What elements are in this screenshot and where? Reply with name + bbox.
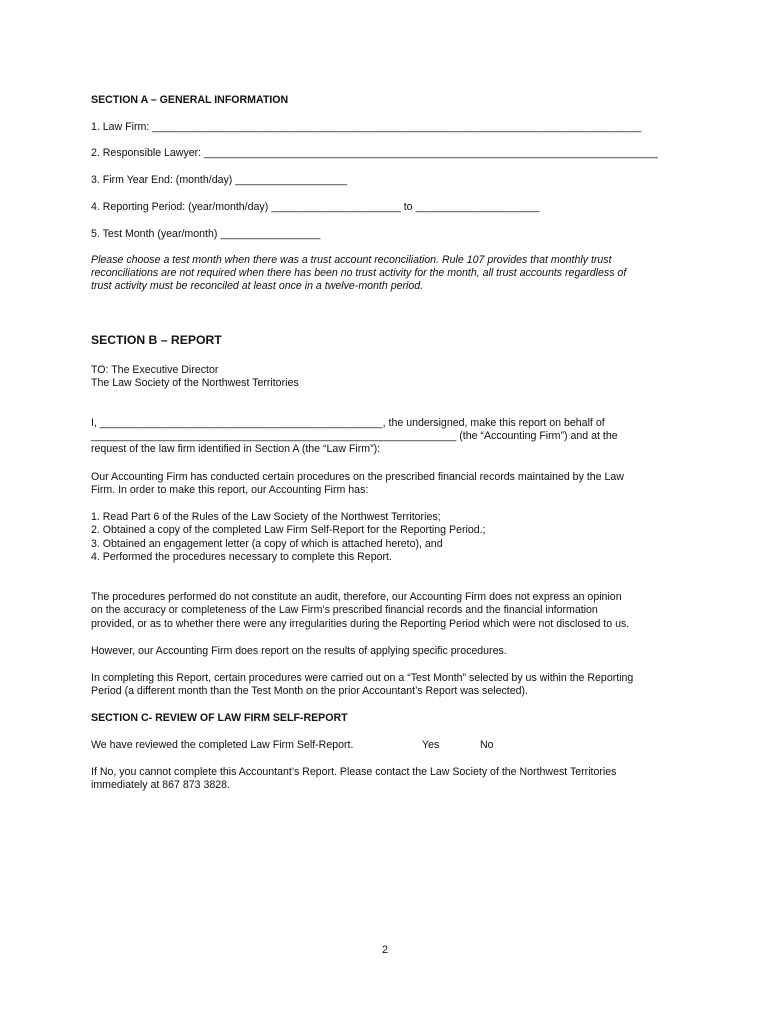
section-c-heading: SECTION C- REVIEW OF LAW FIRM SELF-REPORT [91, 712, 348, 724]
addressee-line: The Law Society of the Northwest Territories [91, 377, 299, 389]
test-month-note-line: Please choose a test month when there was a trust account reconciliation. Rule 107 provides that monthly trust [91, 254, 612, 266]
reporting-period-field[interactable]: 4. Reporting Period: (year/month/day) ______________________ to _____________________ [91, 201, 540, 213]
test-month-note-line: trust activity must be reconciled at least once in a twelve-month period. [91, 280, 424, 292]
no-option[interactable]: No [480, 739, 494, 751]
section-b-heading: SECTION B – REPORT [91, 333, 222, 347]
undersigned-line[interactable]: I, ________________________________________________, the undersigned, make this report on behalf of [91, 417, 605, 429]
law-firm-field[interactable]: 1. Law Firm: ___________________________________________________________________________________ [91, 121, 642, 133]
section-a-heading: SECTION A – GENERAL INFORMATION [91, 94, 289, 106]
test-month-note-line: reconciliations are not required when there has been no trust activity for the month, all trust accounts regardless of [91, 267, 627, 279]
however-line: However, our Accounting Firm does report on the results of applying specific procedures. [91, 645, 507, 657]
page-number: 2 [381, 944, 389, 956]
procedure-step: 4. Performed the procedures necessary to complete this Report. [91, 551, 392, 563]
test-month-procedure-line: In completing this Report, certain procedures were carried out on a “Test Month” selected by us within the Reporting [91, 672, 634, 684]
test-month-field[interactable]: 5. Test Month (year/month) _________________ [91, 228, 321, 240]
review-row [91, 739, 681, 753]
disclaimer-line: on the accuracy or completeness of the Law Firm’s prescribed financial records and the financial information [91, 604, 598, 616]
contact-line: If No, you cannot complete this Accountant’s Report. Please contact the Law Society of the Northwest Territories [91, 766, 617, 778]
procedures-intro-line: Our Accounting Firm has conducted certain procedures on the prescribed financial records maintained by the Law [91, 471, 624, 483]
disclaimer-line: provided, or as to whether there were any irregularities during the Reporting Period which were not disclosed to us. [91, 618, 630, 630]
procedure-step: 3. Obtained an engagement letter (a copy of which is attached hereto), and [91, 538, 443, 550]
procedure-step: 2. Obtained a copy of the completed Law Firm Self-Report for the Reporting Period.; [91, 524, 486, 536]
procedures-intro-line: Firm. In order to make this report, our Accounting Firm has: [91, 484, 369, 496]
review-statement: We have reviewed the completed Law Firm Self-Report. [91, 739, 354, 751]
request-line: request of the law firm identified in Section A (the “Law Firm”): [91, 443, 381, 455]
accounting-firm-line[interactable]: ______________________________________________________________ (the “Accounting Firm”) and at the [91, 430, 618, 442]
disclaimer-line: The procedures performed do not constitute an audit, therefore, our Accounting Firm does not express an opinion [91, 591, 622, 603]
responsible-lawyer-field[interactable]: 2. Responsible Lawyer: _____________________________________________________________________________ [91, 147, 658, 159]
test-month-procedure-line: Period (a different month than the Test Month on the prior Accountant’s Report was selected). [91, 685, 528, 697]
contact-line: immediately at 867 873 3828. [91, 779, 230, 791]
procedure-step: 1. Read Part 6 of the Rules of the Law Society of the Northwest Territories; [91, 511, 441, 523]
firm-year-end-field[interactable]: 3. Firm Year End: (month/day) ___________________ [91, 174, 348, 186]
yes-option[interactable]: Yes [422, 739, 440, 751]
addressee-line: TO: The Executive Director [91, 364, 219, 376]
